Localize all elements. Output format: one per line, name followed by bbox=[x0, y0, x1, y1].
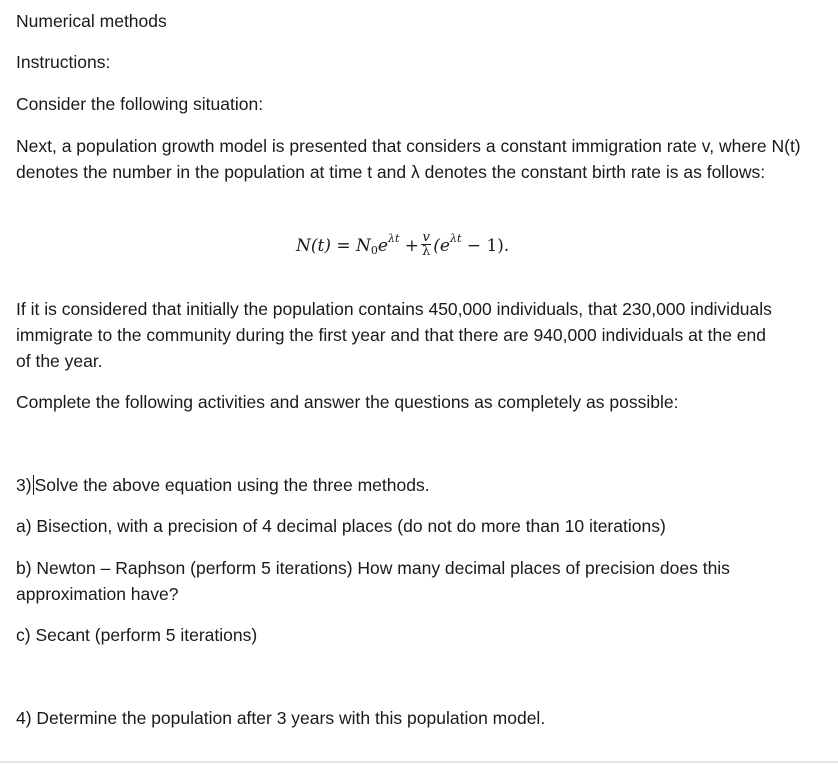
condition-paragraph: If it is considered that initially the population contains 450,000 individuals, that 230,000 individuals immigrate to the community during the first year and that there are 940,000 individuals at the end of the year. bbox=[16, 299, 772, 371]
intro-paragraph: Next, a population growth model is presented that considers a constant immigration rate v, where N(t) denotes the number in the population at time t and λ denotes the constant birth rate is as follows: bbox=[16, 136, 801, 182]
document-title: Numerical methods bbox=[16, 11, 167, 31]
formula-exponent-2: λt bbox=[449, 232, 462, 245]
question-4: 4) Determine the population after 3 years with this population model. bbox=[16, 708, 546, 728]
question-3c: c) Secant (perform 5 iterations) bbox=[16, 625, 258, 645]
formula-tail: − 1). bbox=[461, 236, 510, 256]
formula-lhs: N(t) = N bbox=[296, 236, 371, 256]
question-3b: b) Newton – Raphson (perform 5 iterations) How many decimal places of precision does this approximation have? bbox=[16, 558, 730, 604]
complete-prompt: Complete the following activities and answer the questions as completely as possible: bbox=[16, 392, 679, 412]
situation-label: Consider the following situation: bbox=[16, 94, 264, 114]
question-3a: a) Bisection, with a precision of 4 decimal places (do not do more than 10 iterations) bbox=[16, 516, 666, 536]
formula-fraction-numerator: v bbox=[422, 230, 430, 245]
question-3-number: 3) bbox=[16, 475, 32, 495]
question-3 bbox=[16, 472, 430, 498]
formula-plus: + bbox=[399, 236, 420, 256]
formula-e1: e bbox=[377, 236, 388, 256]
formula-paren-open: (e bbox=[433, 236, 450, 256]
text-cursor bbox=[33, 475, 34, 495]
formula-fraction-denominator: λ bbox=[422, 244, 431, 259]
page-bottom-divider bbox=[0, 761, 838, 763]
question-3-text: Solve the above equation using the three methods. bbox=[34, 475, 430, 495]
population-formula bbox=[296, 232, 509, 272]
instructions-label: Instructions: bbox=[16, 52, 111, 72]
formula-exponent-1: λt bbox=[387, 232, 400, 245]
formula-n-subscript: 0 bbox=[370, 244, 378, 257]
formula-fraction bbox=[421, 231, 431, 258]
